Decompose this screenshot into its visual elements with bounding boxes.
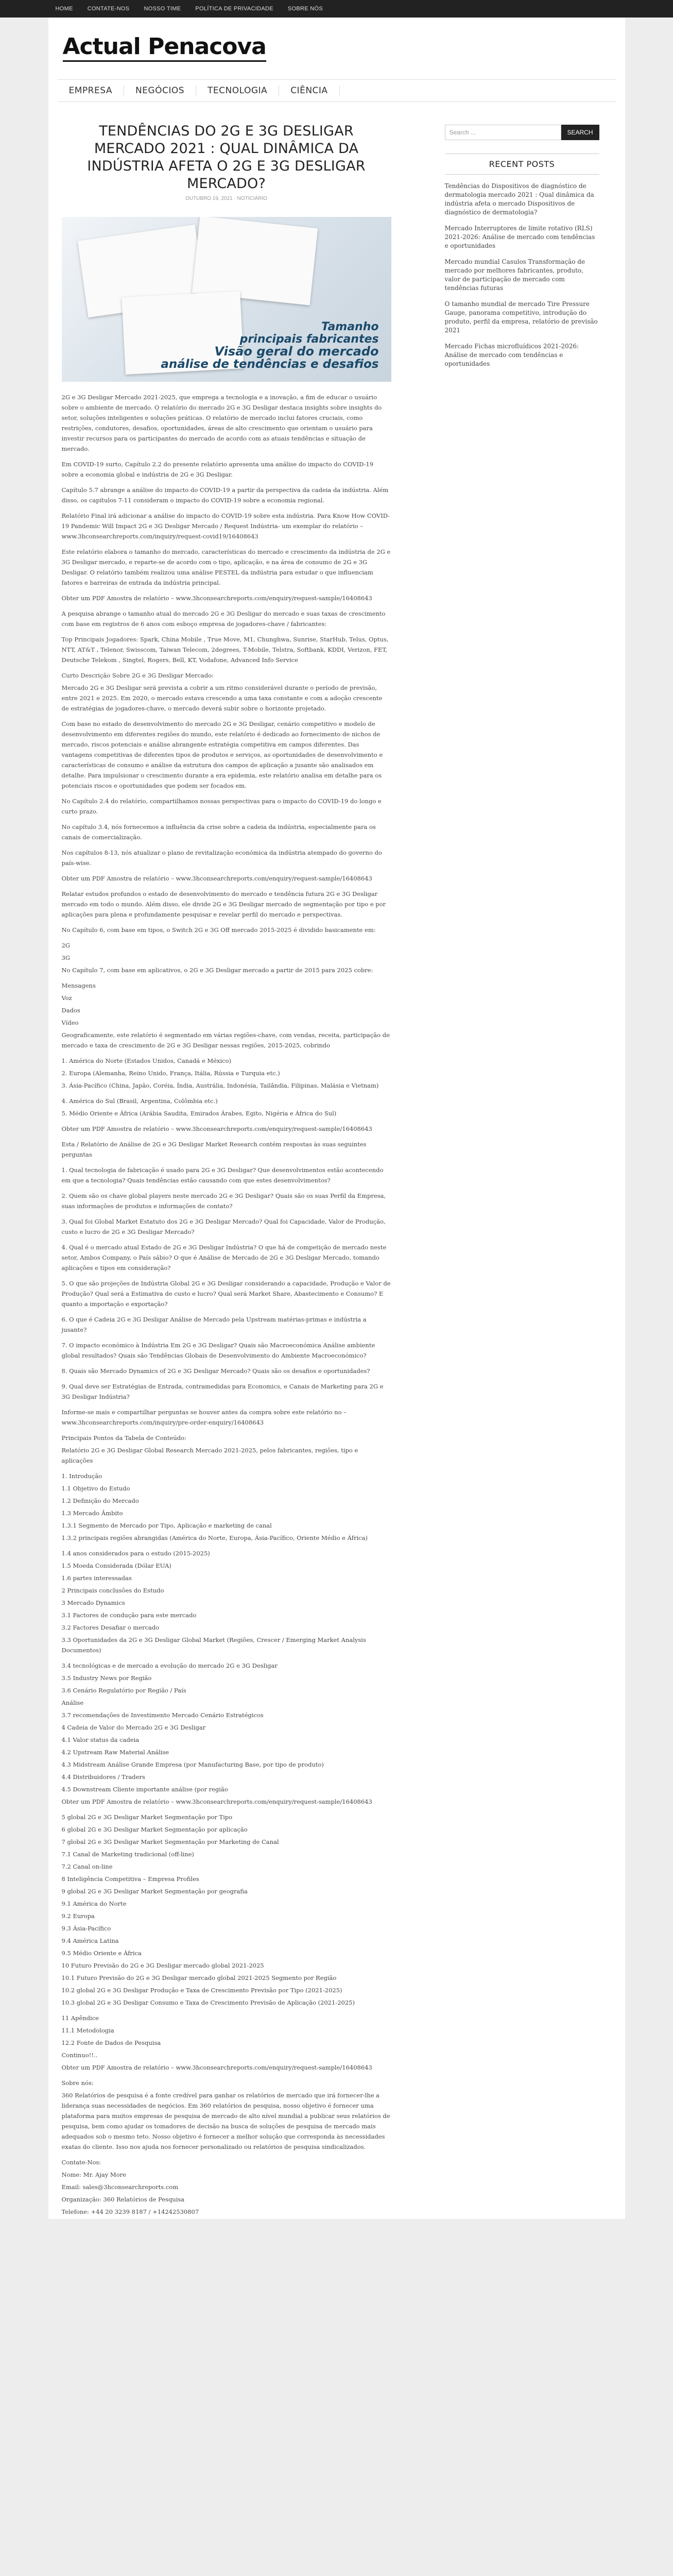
main-content [62, 123, 391, 2219]
article-paragraph: 8. Quais são Mercado Dynamics of 2G e 3G Desligar Mercado? Quais são os desafios e oportunidades? [61, 1367, 370, 1375]
article-paragraph: Geograficamente, este relatório é segmentado em várias regiões-chave, com vendas, receita, participação de mercado e taxa de crescimento de 2G e 3G Desligar nessas regiões, 2015-2025, cobrindo [61, 1031, 390, 1049]
article-paragraph: 6. O que é Cadeia 2G e 3G Desligar Análise de Mercado pela Upstream matérias-primas e indústria a jusante? [61, 1316, 367, 1333]
article-paragraph: Top Principais Jogadores: Spark, China Mobile , True Move, M1, Chunghwa, Sunrise, StarHub, Telus, Optus, NTT, AT&T , Telenor, Swisscom, Taiwan Telecom, 2degrees, T-Mobile, Telstra, Softbank, KDDI, Verizon, FET, Deutsche Telekom , Singtel, Rogers, Bell, KT, Vodafone, Advanced Info Service [61, 636, 389, 664]
nav-item[interactable]: NEGÓCIOS [124, 86, 196, 96]
article-paragraph: Voz [61, 994, 72, 1002]
featured-image [62, 217, 391, 382]
article-paragraph: No Capítulo 2.4 do relatório, compartilhamos nossas perspectivas para o impacto do COVID-19 do longo e curto prazo. [61, 798, 382, 815]
article-paragraph: 3 Mercado Dynamics [61, 1599, 125, 1606]
article-paragraph: 3.2 Factores Desafiar o mercado [61, 1624, 160, 1631]
article-paragraph: Com base no estado de desenvolvimento do mercado 2G e 3G Desligar, cenário competitivo e modelo de desenvolvimento em diferentes regiões do mundo, este relatório é dedicado ao fornecimento de nichos de mercado, riscos potenciais e análise abrangente estratégia competitiva em campos diferentes. Das vantagens competitivas de diferentes tipos de produtos e serviços, as oportunidades de desenvolvimento e características de consumo e análise da estrutura dos campos de aplicação a jusante são analisados em detalhe. Para impulsionar o crescimento durante a era epidemia, este relatório analisa em detalhe para os potenciais riscos e oportunidades que podem ser focados em. [61, 720, 383, 789]
article-meta: OUTUBRO 19, 2021 · NOTICIÁRIO [185, 196, 267, 201]
article-paragraph: 8 Inteligência Competitiva – Empresa Profiles [61, 1875, 199, 1883]
article-paragraph: Obter um PDF Amostra de relatório – www.3hconsearchreports.com/enquiry/request-sample/16408643 [61, 1125, 372, 1132]
article-paragraph: 1.3.2 principais regiões abrangidas (América do Norte, Europa, Ásia-Pacífico, Oriente Médio e África) [61, 1534, 368, 1541]
recent-posts-list [445, 182, 599, 368]
article-paragraph: 3.1 Factores de condução para este mercado [61, 1612, 197, 1619]
article-paragraph: Sobre nós: [61, 2079, 94, 2087]
article-paragraph: 4 Cadeia de Valor do Mercado 2G e 3G Desligar [61, 1724, 206, 1731]
article-paragraph: 11 Apêndice [61, 2014, 99, 2022]
article-paragraph: Relatório 2G e 3G Desligar Global Research Mercado 2021-2025, pelos fabricantes, regiões, tipo e aplicações [61, 1447, 358, 1464]
article-paragraph: 3. Qual foi Global Market Estatuto dos 2G e 3G Desligar Mercado? Qual foi Capacidade, Valor de Produção, custo e lucro de 2G e 3G Desligar Mercado? [61, 1218, 386, 1235]
article-paragraph: 9.5 Médio Oriente e África [61, 1950, 142, 1957]
search-form [445, 125, 599, 140]
article-paragraph: 3.5 Industry News por Região [61, 1674, 152, 1682]
top-links [48, 0, 625, 18]
article-paragraph: Relatório Final irá adicionar a análise do impacto do COVID-19 sobre esta indústria. Para Know How COVID-19 Pandemic Will Impact 2G e 3G Desligar Mercado / Request Indústria- um exemplar do relatório – www.3hconsearchreports.com/inquiry/request-covid19/16408643 [61, 512, 390, 540]
article-paragraph: 4.4 Distribuidores / Traders [61, 1773, 145, 1781]
article-paragraph: Informe-se mais e compartilhar perguntas se houver antes da compra sobre este relatório no – www.3hconsearchreports.com/inquiry/pre-order-enquiry/16408643 [61, 1409, 347, 1426]
article-paragraph: Em COVID-19 surto, Capítulo 2.2 do presente relatório apresenta uma análise do impacto do COVID-19 sobre a economia global e indústria de 2G e 3G Desligar. [61, 461, 374, 478]
main-nav [58, 79, 616, 102]
article-paragraph: No capítulo 3.4, nós fornecemos a influência da crise sobre a cadeia da indústria, especialmente para os canais de comercialização. [61, 823, 376, 841]
article-paragraph: 3. Ásia-Pacífico (China, Japão, Coréia, Índia, Austrália, Indonésia, Tailândia, Filipinas, Malásia e Vietnam) [61, 1082, 379, 1089]
article-paragraph: Contate-Nos: [61, 2159, 101, 2166]
article-paragraph: 3G [61, 954, 71, 961]
article-paragraph: 360 Relatórios de pesquisa é a fonte credível para ganhar os relatórios de mercado que irá fornecer-lhe a liderança suas necessidades de negócios. Em 360 relatórios de pesquisa, nosso objetivo é fornecer uma plataforma para muitos empresas de pesquisa de mercado de alto nível mundial a publicar seus relatórios de pesquisa, bem como ajudar os tomadores de decisão na busca de soluções de pesquisa de mercado mais adequados sob o mesmo teto. Nosso objetivo é fornecer a melhor solução que corresponda às necessidades exatas do cliente. Isso nos ajuda nos fornecer personalizado ou relatórios de pesquisa sindicalizados. [61, 2092, 390, 2150]
article-paragraph: Obter um PDF Amostra de relatório – www.3hconsearchreports.com/enquiry/request-sample/16408643 [61, 1798, 372, 1805]
article-paragraph: Email: sales@3hconsearchreports.com [61, 2183, 179, 2191]
article-paragraph: 1. Introdução [61, 1472, 102, 1480]
top-link[interactable]: SOBRE NÓS [287, 6, 323, 12]
article-paragraph: 10.1 Futuro Previsão do 2G e 3G Desligar mercado global 2021-2025 Segmento por Região [61, 1974, 337, 1981]
article-paragraph: 11.1 Metodologia [61, 2027, 114, 2034]
hero-line: análise de tendências e desafios [161, 357, 379, 371]
article-paragraph: Análise [61, 1699, 84, 1706]
article-paragraph: 1.3.1 Segmento de Mercado por Tipo, Aplicação e marketing de canal [61, 1522, 272, 1529]
top-link[interactable]: CONTATE-NOS [87, 6, 130, 12]
article-paragraph: 7.1 Canal de Marketing tradicional (off-line) [61, 1851, 194, 1858]
article-paragraph: Telefone: +44 20 3239 8187 / +14242530807 [61, 2208, 199, 2215]
article-paragraph: No Capítulo 6, com base em tipos, o Switch 2G e 3G Off mercado 2015-2025 é dividido basicamente em: [61, 926, 376, 934]
article-paragraph: 4.1 Valor status da cadeia [61, 1736, 140, 1743]
hero-line: Tamanho [321, 320, 379, 334]
site-header [48, 18, 625, 79]
article-paragraph: Continuo!!.. [61, 2052, 98, 2059]
article-paragraph: 2. Quem são os chave global players neste mercado 2G e 3G Desligar? Quais são os suas Perfil da Empresa, suas informações de produtos e informações de contato? [61, 1192, 386, 1210]
article-paragraph: 4.3 Midstream Análise Grande Empresa (por Manufacturing Base, por tipo de produto) [61, 1761, 324, 1768]
article-paragraph: Dados [61, 1007, 80, 1014]
article-paragraph: 3.7 recomendações de Investimento Mercado Cenário Estratégicos [61, 1711, 264, 1719]
article-paragraph: 9. Qual deve ser Estratégias de Entrada, contramedidas para Economics, e Canais de Marketing para 2G e 3G Desligar Indústria? [61, 1383, 384, 1400]
article-paragraph: 7 global 2G e 3G Desligar Market Segmentação por Marketing de Canal [61, 1838, 279, 1845]
recent-post-link[interactable]: Tendências do Dispositivos de diagnóstico de dermatologia mercado 2021 : Qual dinâmica da indústria afeta o mercado Dispositivos de diagnóstico de dermatologia? [444, 182, 594, 216]
article-paragraph: 12.2 Fonte de Dados de Pesquisa [61, 2039, 161, 2046]
nav-item[interactable]: TECNOLOGIA [196, 86, 279, 96]
article-paragraph: 7.2 Canal on-line [61, 1863, 113, 1870]
top-link[interactable]: HOME [55, 6, 73, 12]
recent-post-link[interactable]: Mercado Interruptores de limite rotativo (RLS) 2021-2026: Análise de mercado com tendências e oportunidades [444, 225, 595, 249]
article-paragraph: 2G [61, 942, 71, 949]
search-button[interactable]: SEARCH [561, 125, 599, 140]
article-paragraph: 2G e 3G Desligar Mercado 2021-2025, que emprega a tecnologia e a inovação, a fim de educar o usuário sobre o ambiente de mercado. O relatório do mercado 2G e 3G Desligar destaca insights sobre insights do setor, soluções inteligentes e soluções práticas. O relatório de mercado inclui fatores cruciais, como restrições, condutores, desafios, oportunidades, áreas de alto crescimento que orientam o usuário para investir recursos para os participantes do mercado de acordo com as atuais tendências e situação de mercado. [61, 394, 382, 452]
article-paragraph: 3.3 Oportunidades da 2G e 3G Desligar Global Market (Regiões, Crescer / Emerging Market Analysis Documentos) [61, 1636, 366, 1654]
article-paragraph: Obter um PDF Amostra de relatório – www.3hconsearchreports.com/enquiry/request-sample/16408643 [61, 875, 372, 882]
article-paragraph: 10.3 global 2G e 3G Desligar Consumo e Taxa de Crescimento Previsão de Aplicação (2021-2025) [61, 1999, 355, 2006]
article-paragraph: 1.6 partes interessadas [61, 1574, 132, 1582]
article-paragraph: 5 global 2G e 3G Desligar Market Segmentação por Tipo [61, 1814, 233, 1821]
article-paragraph: 3.6 Cenário Regulatório por Região / País [61, 1687, 186, 1694]
nav-item[interactable]: CIÊNCIA [279, 86, 339, 96]
article-paragraph: 10.2 global 2G e 3G Desligar Produção e Taxa de Crescimento Previsão por Tipo (2021-2025) [61, 1987, 342, 1994]
nav-item[interactable]: EMPRESA [58, 86, 124, 96]
article-paragraph: 1. América do Norte (Estados Unidos, Canadá e México) [61, 1057, 232, 1064]
article-paragraph: Obter um PDF Amostra de relatório – www.3hconsearchreports.com/enquiry/request-sample/16408643 [61, 595, 372, 602]
article-paragraph: 9 global 2G e 3G Desligar Market Segmentação por geografia [61, 1888, 248, 1895]
article-paragraph: Nome: Mr. Ajay More [61, 2171, 126, 2178]
article-paragraph: 1.5 Moeda Considerada (Dólar EUA) [61, 1562, 171, 1569]
article-paragraph: Obter um PDF Amostra de relatório – www.3hconsearchreports.com/enquiry/request-sample/16408643 [61, 2064, 372, 2071]
article-paragraph: Vídeo [61, 1019, 79, 1026]
article-paragraph: 4.2 Upstream Raw Material Análise [61, 1749, 169, 1756]
article-paragraph: 5. Médio Oriente e África (Arábia Saudita, Emirados Árabes, Egito, Nigéria e África do Sul) [61, 1110, 337, 1117]
article-paragraph: 6 global 2G e 3G Desligar Market Segmentação por aplicação [61, 1826, 248, 1833]
article-paragraph: 2 Principais conclusões do Estudo [61, 1587, 164, 1594]
top-link[interactable]: NOSSO TIME [144, 6, 181, 12]
hero-line: Visão geral do mercado [214, 344, 379, 359]
article-paragraph: 1.1 Objetivo do Estudo [61, 1485, 130, 1492]
article-paragraph: 4.5 Downstream Cliente importante análise (por região [61, 1786, 228, 1793]
document-graphic [192, 217, 317, 306]
hero-caption [161, 321, 378, 370]
article-paragraph: 7. O impacto económico à Indústria Em 2G e 3G Desligar? Quais são Macroeconómica Análise ambiente global resultados? Quais são Tendências Globais de Desenvolvimento do Ambiente Macroeconómico? [61, 1342, 375, 1359]
article-paragraph: 9.1 América do Norte [61, 1900, 127, 1907]
article-paragraph: Curto Descrição Sobre 2G e 3G Desligar Mercado: [61, 672, 214, 679]
article-paragraph: Organização: 360 Relatórios de Pesquisa [61, 2196, 185, 2203]
article-paragraph: Este relatório elabora o tamanho do mercado, características do mercado e crescimento da indústria de 2G e 3G Desligar mercado, e reparte-se de acordo com o tipo, aplicação, e na área de consumo de 2G e 3G Desligar. O relatório também realizou uma análise PESTEL da indústria para estudar o que influenciam fatores e barreiras de entrada da indústria principal. [61, 548, 391, 586]
sidebar [445, 123, 599, 2219]
article-paragraph: 9.2 Europa [61, 1912, 95, 1920]
article-paragraph: 4. América do Sul (Brasil, Argentina, Colômbia etc.) [61, 1097, 218, 1105]
article-paragraph: Relatar estudos profundos o estado de desenvolvimento do mercado e tendência futura 2G e 3G Desligar mercado em todo o mundo. Além disso, ele divide 2G e 3G Desligar mercado de segmentação por tipo e por aplicações para plena e profundamente pesquisar e revelar perfil do mercado e perspectivas. [61, 890, 386, 918]
article-paragraph: 9.3 Ásia-Pacífico [61, 1925, 111, 1932]
article-paragraph: 1.4 anos considerados para o estudo (2015-2025) [61, 1550, 210, 1557]
recent-post-link[interactable]: Mercado mundial Casulos Transformação de mercado por melhores fabricantes, produto, valor de participação de mercado com tendências futuras [444, 258, 585, 292]
article-paragraph: 9.4 América Latina [61, 1937, 119, 1944]
article-paragraph: 10 Futuro Previsão do 2G e 3G Desligar mercado global 2021-2025 [61, 1962, 264, 1969]
article-paragraph: Nos capítulos 8-13, nós atualizar o plano de revitalização económica da indústria atempado do governo do país-wise. [61, 849, 382, 867]
recent-post-link[interactable]: O tamanho mundial de mercado Tire Pressure Gauge, panorama competitivo, introdução do produto, perfil da empresa, relatório de previsão 2021 [444, 300, 598, 334]
recent-post-link[interactable]: Mercado Fichas microfluídicos 2021-2026: Análise de mercado com tendências e oportunidades [444, 343, 579, 367]
page-wrapper [48, 18, 625, 2219]
article-paragraph: 1.2 Definição do Mercado [61, 1497, 139, 1504]
search-input[interactable]: Search ... [445, 125, 561, 140]
top-link[interactable]: POLÍTICA DE PRIVACIDADE [195, 6, 273, 12]
article-paragraph: 2. Europa (Alemanha, Reino Unido, França, Itália, Rússia e Turquia etc.) [61, 1070, 280, 1077]
article-paragraph: Principais Pontos da Tabela de Conteúdo: [61, 1434, 186, 1442]
article-paragraph: 4. Qual é o mercado atual Estado de 2G e 3G Desligar Indústria? O que há de competição de mercado neste setor, Ambos Company, o País sábio? O que é Análise de Mercado de 2G e 3G Desligar Mercado, tomando aplicações e tipos em consideração? [61, 1244, 387, 1272]
article-paragraph: 3.4 tecnológicas e de mercado a evolução do mercado 2G e 3G Desligar [61, 1662, 278, 1669]
site-logo[interactable]: Actual Penacova [63, 36, 266, 62]
article-paragraph: No Capítulo 7, com base em aplicativos, o 2G e 3G Desligar mercado a partir de 2015 para 2025 cobre: [61, 967, 373, 974]
hero-line: principais fabricantes [239, 332, 379, 346]
article-paragraph: Mensagens [61, 982, 96, 989]
article-paragraph: 1.3 Mercado Âmbito [61, 1510, 123, 1517]
article-paragraph: 1. Qual tecnologia de fabricação é usado para 2G e 3G Desligar? Que desenvolvimentos estão acontecendo em que a tecnologia? Quais tendências estão causando com que estes desenvolvimentos? [61, 1166, 384, 1184]
article-title[interactable]: TENDÊNCIAS DO 2G E 3G DESLIGAR MERCADO 2021 : QUAL DINÂMICA DA INDÚSTRIA AFETA O 2G E 3G DESLIGAR MERCADO? [87, 123, 366, 192]
recent-posts-title: RECENT POSTS [445, 154, 599, 175]
top-bar [0, 0, 673, 18]
article-paragraph: 5. O que são projeções de Indústria Global 2G e 3G Desligar considerando a capacidade, Produção e Valor de Produção? Qual será a Estimativa de custo e lucro? Qual será Market Share, Abastecimento e Consumo? E quanto a importação e exportação? [61, 1280, 391, 1308]
article-paragraph: A pesquisa abrange o tamanho atual do mercado 2G e 3G Desligar do mercado e suas taxas de crescimento com base em registros de 6 anos com esboço empresa de jogadores-chave / fabricantes: [61, 610, 386, 628]
article-paragraph: Capítulo 5.7 abrange a análise do impacto do COVID-19 a partir da perspectiva da cadeia da indústria. Além disso, os capítulos 7-11 consideram o impacto do COVID-19 sobre a economia regional. [61, 486, 389, 504]
article-body [62, 392, 391, 2217]
article-paragraph: Esta / Relatório de Análise de 2G e 3G Desligar Market Research contém respostas às suas seguintes perguntas [61, 1141, 367, 1158]
article-paragraph: Mercado 2G e 3G Desligar será prevista a cobrir a um ritmo considerável durante o período de previsão, entre 2021 e 2025. Em 2020, o mercado estava crescendo a uma taxa constante e com a adoção crescente de estratégias de jogadores-chave, o mercado deverá subir sobre o horizonte projetado. [61, 684, 383, 712]
